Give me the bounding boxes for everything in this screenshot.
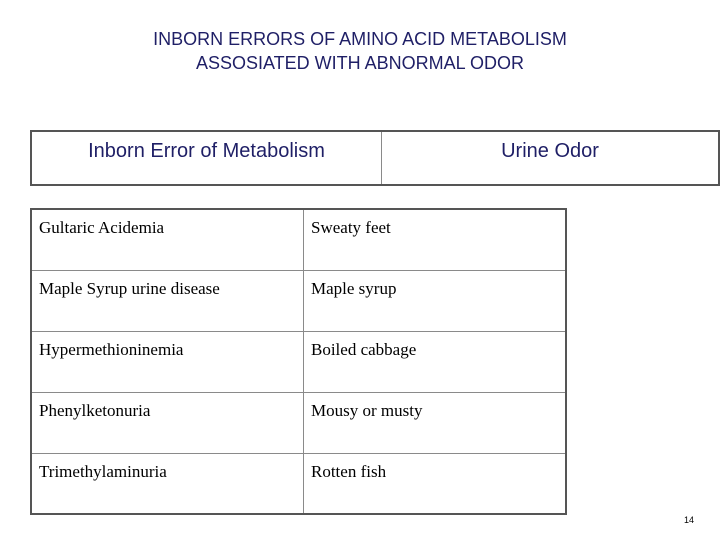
odor-cell: Maple syrup [311, 279, 397, 298]
header-cell-disorder: Inborn Error of Metabolism [32, 132, 382, 184]
odor-cell: Sweaty feet [311, 218, 391, 237]
table-row [32, 332, 565, 393]
disorder-cell: Maple Syrup urine disease [32, 271, 304, 331]
odor-cell: Mousy or musty [311, 401, 423, 420]
table-row [32, 210, 565, 271]
table-header [30, 130, 720, 186]
table-row [32, 271, 565, 332]
header-cell-urine-odor: Urine Odor [501, 140, 599, 162]
odor-cell: Boiled cabbage [311, 340, 417, 359]
page-number: 14 [683, 515, 694, 525]
disorder-cell: Trimethylaminuria [32, 454, 304, 513]
disorder-cell: Phenylketonuria [32, 393, 304, 453]
odor-table [30, 208, 567, 515]
slide-title-line-1: INBORN ERRORS OF AMINO ACID METABOLISM [153, 29, 567, 49]
disorder-cell: Hypermethioninemia [32, 332, 304, 392]
table-row [32, 454, 565, 513]
slide-title-line-2: ASSOSIATED WITH ABNORMAL ODOR [195, 53, 525, 73]
disorder-cell: Gultaric Acidemia [32, 210, 304, 270]
table-row [32, 393, 565, 454]
odor-cell: Rotten fish [311, 462, 387, 481]
